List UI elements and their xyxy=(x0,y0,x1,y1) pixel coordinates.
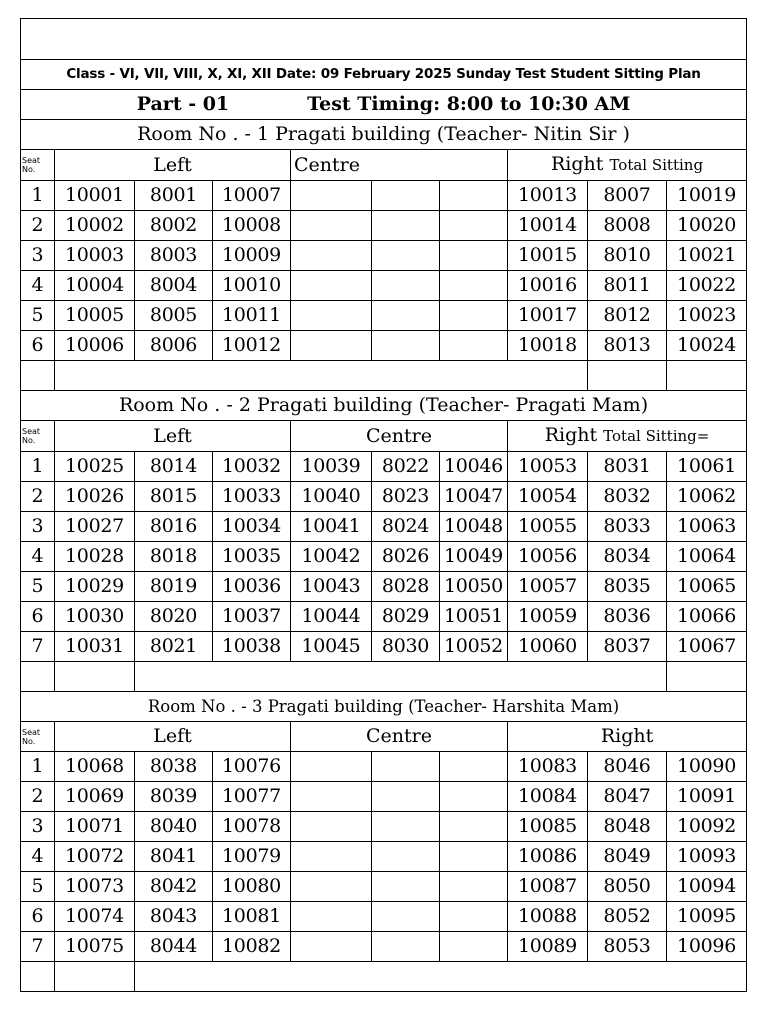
seat-no-header: Seat No. xyxy=(21,150,55,181)
right-group-header xyxy=(508,150,747,181)
roll-number-cell: 8030 xyxy=(372,632,440,662)
roll-number-cell xyxy=(291,271,372,301)
roll-number-cell: 8049 xyxy=(588,842,667,872)
roll-number-cell xyxy=(372,241,440,271)
roll-number-cell xyxy=(372,271,440,301)
roll-number-cell xyxy=(372,782,440,812)
roll-number-cell: 8018 xyxy=(135,542,213,572)
roll-number-cell xyxy=(372,902,440,932)
roll-number-cell xyxy=(291,872,372,902)
table-row xyxy=(21,331,747,361)
roll-number-cell: 10077 xyxy=(213,782,291,812)
table-row xyxy=(21,482,747,512)
roll-number-cell xyxy=(291,902,372,932)
roll-number-cell: 10047 xyxy=(440,482,508,512)
table-row xyxy=(21,181,747,211)
roll-number-cell: 10083 xyxy=(508,752,588,782)
roll-number-cell: 10012 xyxy=(213,331,291,361)
roll-number-cell: 10091 xyxy=(667,782,747,812)
roll-number-cell: 10017 xyxy=(508,301,588,331)
seat-number: 4 xyxy=(21,542,55,572)
roll-number-cell: 10010 xyxy=(213,271,291,301)
seat-no-header: Seat No. xyxy=(21,421,55,452)
roll-number-cell: 10075 xyxy=(55,932,135,962)
roll-number-cell xyxy=(291,241,372,271)
left-group-header: Left xyxy=(55,722,291,752)
seat-number: 6 xyxy=(21,331,55,361)
seat-number: 2 xyxy=(21,482,55,512)
test-timing: Test Timing: 8:00 to 10:30 AM xyxy=(307,93,631,115)
seat-number: 7 xyxy=(21,632,55,662)
right-group-header xyxy=(508,722,747,752)
roll-number-cell: 8046 xyxy=(588,752,667,782)
roll-number-cell: 10027 xyxy=(55,512,135,542)
table-row xyxy=(21,812,747,842)
roll-number-cell: 10006 xyxy=(55,331,135,361)
roll-number-cell xyxy=(291,812,372,842)
roll-number-cell: 8029 xyxy=(372,602,440,632)
roll-number-cell: 10049 xyxy=(440,542,508,572)
right-label: Right xyxy=(544,424,598,446)
roll-number-cell: 8041 xyxy=(135,842,213,872)
roll-number-cell: 8031 xyxy=(588,452,667,482)
roll-number-cell: 10003 xyxy=(55,241,135,271)
roll-number-cell: 10029 xyxy=(55,572,135,602)
roll-number-cell: 10023 xyxy=(667,301,747,331)
seat-number: 2 xyxy=(21,211,55,241)
roll-number-cell: 10073 xyxy=(55,872,135,902)
seat-number: 5 xyxy=(21,301,55,331)
roll-number-cell: 10096 xyxy=(667,932,747,962)
roll-number-cell: 8035 xyxy=(588,572,667,602)
seat-number: 3 xyxy=(21,512,55,542)
seat-number: 3 xyxy=(21,241,55,271)
roll-number-cell: 8044 xyxy=(135,932,213,962)
roll-number-cell: 10079 xyxy=(213,842,291,872)
roll-number-cell xyxy=(372,752,440,782)
table-row xyxy=(21,452,747,482)
roll-number-cell: 8003 xyxy=(135,241,213,271)
roll-number-cell: 10067 xyxy=(667,632,747,662)
roll-number-cell: 10016 xyxy=(508,271,588,301)
roll-number-cell: 8004 xyxy=(135,271,213,301)
roll-number-cell xyxy=(291,752,372,782)
roll-number-cell: 10076 xyxy=(213,752,291,782)
seat-number: 1 xyxy=(21,452,55,482)
roll-number-cell: 8014 xyxy=(135,452,213,482)
roll-number-cell xyxy=(440,842,508,872)
roll-number-cell: 8007 xyxy=(588,181,667,211)
roll-number-cell xyxy=(440,932,508,962)
table-row xyxy=(21,782,747,812)
roll-number-cell: 10055 xyxy=(508,512,588,542)
total-sitting-label: Total Sitting= xyxy=(603,427,710,445)
roll-number-cell: 8021 xyxy=(135,632,213,662)
seat-number: 6 xyxy=(21,602,55,632)
roll-number-cell: 10057 xyxy=(508,572,588,602)
roll-number-cell: 10011 xyxy=(213,301,291,331)
roll-number-cell: 8037 xyxy=(588,632,667,662)
roll-number-cell xyxy=(372,211,440,241)
roll-number-cell: 10053 xyxy=(508,452,588,482)
roll-number-cell: 8047 xyxy=(588,782,667,812)
roll-number-cell xyxy=(291,331,372,361)
roll-number-cell: 10072 xyxy=(55,842,135,872)
table-row xyxy=(21,271,747,301)
seat-number: 3 xyxy=(21,812,55,842)
centre-group-header: Centre xyxy=(291,722,508,752)
table-row xyxy=(21,542,747,572)
spacer-cell xyxy=(55,962,135,992)
roll-number-cell: 8053 xyxy=(588,932,667,962)
centre-group-header: Centre xyxy=(291,150,508,181)
roll-number-cell: 10050 xyxy=(440,572,508,602)
roll-number-cell: 10074 xyxy=(55,902,135,932)
table-row xyxy=(21,632,747,662)
roll-number-cell xyxy=(372,181,440,211)
roll-number-cell: 8052 xyxy=(588,902,667,932)
roll-number-cell: 8016 xyxy=(135,512,213,542)
roll-number-cell: 10082 xyxy=(213,932,291,962)
table-row xyxy=(21,572,747,602)
spacer-cell xyxy=(667,662,747,692)
seat-number: 4 xyxy=(21,271,55,301)
roll-number-cell: 8001 xyxy=(135,181,213,211)
roll-number-cell: 10031 xyxy=(55,632,135,662)
roll-number-cell: 8026 xyxy=(372,542,440,572)
roll-number-cell xyxy=(291,842,372,872)
roll-number-cell: 10052 xyxy=(440,632,508,662)
roll-number-cell xyxy=(291,211,372,241)
roll-number-cell xyxy=(440,331,508,361)
roll-number-cell: 10020 xyxy=(667,211,747,241)
spacer-cell xyxy=(135,962,747,992)
roll-number-cell: 10042 xyxy=(291,542,372,572)
roll-number-cell: 10088 xyxy=(508,902,588,932)
roll-number-cell xyxy=(372,812,440,842)
roll-number-cell: 10021 xyxy=(667,241,747,271)
seat-number: 5 xyxy=(21,572,55,602)
roll-number-cell: 10059 xyxy=(508,602,588,632)
roll-number-cell: 10051 xyxy=(440,602,508,632)
roll-number-cell: 10004 xyxy=(55,271,135,301)
seat-number: 4 xyxy=(21,842,55,872)
roll-number-cell: 10032 xyxy=(213,452,291,482)
roll-number-cell: 10068 xyxy=(55,752,135,782)
spacer-cell xyxy=(21,361,55,391)
part-timing-row xyxy=(21,90,747,120)
roll-number-cell: 10018 xyxy=(508,331,588,361)
room-title: Room No . - 1 Pragati building (Teacher- Nitin Sir ) xyxy=(21,120,747,150)
roll-number-cell: 10019 xyxy=(667,181,747,211)
roll-number-cell: 8022 xyxy=(372,452,440,482)
roll-number-cell xyxy=(372,932,440,962)
spacer-cell xyxy=(588,361,667,391)
roll-number-cell: 10064 xyxy=(667,542,747,572)
roll-number-cell: 10065 xyxy=(667,572,747,602)
seat-number: 6 xyxy=(21,902,55,932)
spacer-cell xyxy=(667,361,747,391)
roll-number-cell: 10044 xyxy=(291,602,372,632)
roll-number-cell xyxy=(440,301,508,331)
roll-number-cell: 10054 xyxy=(508,482,588,512)
seat-number: 5 xyxy=(21,872,55,902)
spacer-cell xyxy=(135,662,667,692)
table-row xyxy=(21,211,747,241)
roll-number-cell: 10025 xyxy=(55,452,135,482)
roll-number-cell xyxy=(440,902,508,932)
sitting-plan-table xyxy=(20,18,747,992)
roll-number-cell: 10040 xyxy=(291,482,372,512)
roll-number-cell xyxy=(440,812,508,842)
roll-number-cell: 10046 xyxy=(440,452,508,482)
roll-number-cell xyxy=(440,752,508,782)
roll-number-cell: 10002 xyxy=(55,211,135,241)
roll-number-cell: 8039 xyxy=(135,782,213,812)
part-label: Part - 01 xyxy=(136,93,230,115)
roll-number-cell: 8015 xyxy=(135,482,213,512)
roll-number-cell: 10033 xyxy=(213,482,291,512)
roll-number-cell: 10022 xyxy=(667,271,747,301)
roll-number-cell: 10095 xyxy=(667,902,747,932)
roll-number-cell xyxy=(372,842,440,872)
roll-number-cell: 10035 xyxy=(213,542,291,572)
roll-number-cell xyxy=(440,241,508,271)
roll-number-cell: 10081 xyxy=(213,902,291,932)
roll-number-cell: 10048 xyxy=(440,512,508,542)
roll-number-cell: 8042 xyxy=(135,872,213,902)
roll-number-cell: 10038 xyxy=(213,632,291,662)
table-row xyxy=(21,872,747,902)
roll-number-cell: 10062 xyxy=(667,482,747,512)
roll-number-cell: 10036 xyxy=(213,572,291,602)
roll-number-cell: 8024 xyxy=(372,512,440,542)
roll-number-cell: 8019 xyxy=(135,572,213,602)
table-row xyxy=(21,902,747,932)
room-title: Room No . - 3 Pragati building (Teacher- Harshita Mam) xyxy=(21,692,747,722)
roll-number-cell: 10008 xyxy=(213,211,291,241)
roll-number-cell: 8028 xyxy=(372,572,440,602)
table-row xyxy=(21,602,747,632)
roll-number-cell: 8005 xyxy=(135,301,213,331)
roll-number-cell: 8011 xyxy=(588,271,667,301)
spacer-cell xyxy=(55,361,588,391)
roll-number-cell: 10090 xyxy=(667,752,747,782)
roll-number-cell: 8040 xyxy=(135,812,213,842)
roll-number-cell: 8002 xyxy=(135,211,213,241)
roll-number-cell: 10001 xyxy=(55,181,135,211)
table-row xyxy=(21,301,747,331)
roll-number-cell: 8032 xyxy=(588,482,667,512)
table-row xyxy=(21,932,747,962)
roll-number-cell xyxy=(291,301,372,331)
roll-number-cell: 8050 xyxy=(588,872,667,902)
centre-group-header: Centre xyxy=(291,421,508,452)
roll-number-cell: 10014 xyxy=(508,211,588,241)
roll-number-cell: 8036 xyxy=(588,602,667,632)
roll-number-cell: 10005 xyxy=(55,301,135,331)
roll-number-cell xyxy=(291,932,372,962)
left-group-header: Left xyxy=(55,150,291,181)
left-group-header: Left xyxy=(55,421,291,452)
roll-number-cell: 8020 xyxy=(135,602,213,632)
table-row xyxy=(21,512,747,542)
roll-number-cell: 10080 xyxy=(213,872,291,902)
seat-number: 2 xyxy=(21,782,55,812)
roll-number-cell: 10013 xyxy=(508,181,588,211)
total-sitting-label: Total Sitting xyxy=(609,156,704,174)
roll-number-cell xyxy=(440,872,508,902)
roll-number-cell: 10037 xyxy=(213,602,291,632)
roll-number-cell: 10078 xyxy=(213,812,291,842)
roll-number-cell: 10071 xyxy=(55,812,135,842)
roll-number-cell: 10094 xyxy=(667,872,747,902)
roll-number-cell: 10043 xyxy=(291,572,372,602)
roll-number-cell xyxy=(372,331,440,361)
roll-number-cell: 8012 xyxy=(588,301,667,331)
spacer-cell xyxy=(21,662,55,692)
roll-number-cell: 8008 xyxy=(588,211,667,241)
roll-number-cell: 10045 xyxy=(291,632,372,662)
roll-number-cell: 8023 xyxy=(372,482,440,512)
roll-number-cell xyxy=(440,782,508,812)
roll-number-cell: 10009 xyxy=(213,241,291,271)
right-label: Right xyxy=(600,725,654,747)
spacer-cell xyxy=(55,662,135,692)
roll-number-cell: 10034 xyxy=(213,512,291,542)
roll-number-cell: 10084 xyxy=(508,782,588,812)
seat-number: 7 xyxy=(21,932,55,962)
roll-number-cell: 10089 xyxy=(508,932,588,962)
room-title: Room No . - 2 Pragati building (Teacher- Pragati Mam) xyxy=(21,391,747,421)
roll-number-cell xyxy=(372,872,440,902)
roll-number-cell: 10066 xyxy=(667,602,747,632)
roll-number-cell: 8034 xyxy=(588,542,667,572)
roll-number-cell xyxy=(440,211,508,241)
roll-number-cell xyxy=(372,301,440,331)
roll-number-cell: 10085 xyxy=(508,812,588,842)
table-row xyxy=(21,241,747,271)
roll-number-cell: 10024 xyxy=(667,331,747,361)
blank-top-row xyxy=(21,19,747,60)
roll-number-cell: 8048 xyxy=(588,812,667,842)
roll-number-cell: 10041 xyxy=(291,512,372,542)
roll-number-cell: 10092 xyxy=(667,812,747,842)
roll-number-cell: 10086 xyxy=(508,842,588,872)
seat-number: 1 xyxy=(21,181,55,211)
seat-no-header: Seat No. xyxy=(21,722,55,752)
roll-number-cell: 10030 xyxy=(55,602,135,632)
roll-number-cell: 10056 xyxy=(508,542,588,572)
roll-number-cell xyxy=(291,782,372,812)
roll-number-cell: 10026 xyxy=(55,482,135,512)
roll-number-cell: 10039 xyxy=(291,452,372,482)
roll-number-cell: 8010 xyxy=(588,241,667,271)
roll-number-cell xyxy=(440,271,508,301)
table-row xyxy=(21,752,747,782)
roll-number-cell: 8006 xyxy=(135,331,213,361)
roll-number-cell: 10015 xyxy=(508,241,588,271)
roll-number-cell xyxy=(440,181,508,211)
class-date-header: Class - VI, VII, VIII, X, XI, XII Date: 09 February 2025 Sunday Test Student Sitting Plan xyxy=(21,60,747,90)
roll-number-cell: 10061 xyxy=(667,452,747,482)
spacer-cell xyxy=(21,962,55,992)
roll-number-cell: 10093 xyxy=(667,842,747,872)
roll-number-cell xyxy=(291,181,372,211)
roll-number-cell: 8013 xyxy=(588,331,667,361)
roll-number-cell: 10069 xyxy=(55,782,135,812)
roll-number-cell: 10063 xyxy=(667,512,747,542)
right-group-header xyxy=(508,421,747,452)
roll-number-cell: 10087 xyxy=(508,872,588,902)
seat-number: 1 xyxy=(21,752,55,782)
roll-number-cell: 10007 xyxy=(213,181,291,211)
roll-number-cell: 8033 xyxy=(588,512,667,542)
roll-number-cell: 10028 xyxy=(55,542,135,572)
roll-number-cell: 8043 xyxy=(135,902,213,932)
roll-number-cell: 10060 xyxy=(508,632,588,662)
right-label: Right xyxy=(550,153,604,175)
table-row xyxy=(21,842,747,872)
roll-number-cell: 8038 xyxy=(135,752,213,782)
